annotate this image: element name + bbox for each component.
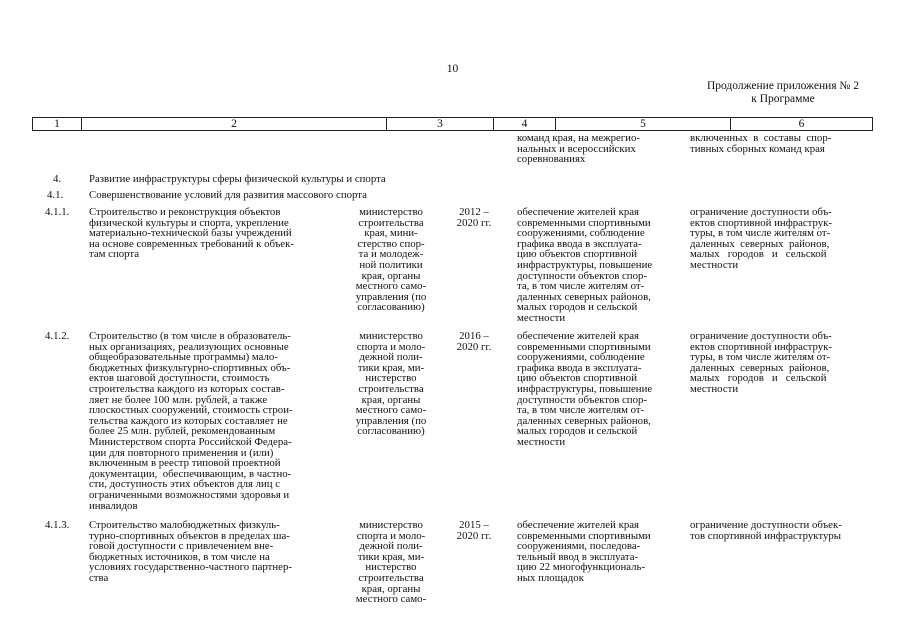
- row-expected-result: обеспечение жителей края современными спортивными сооружениями, соблюдение графика ввода в эксплуата- цию объектов спортивной инфраструктуры, повышение доступности объектов спор- та, в том числе жителям от- даленных северных районов, малых городов и сельской местности: [517, 206, 653, 324]
- header-col-6: 6: [730, 117, 873, 131]
- row-executor: министерство строительства края, мини- стерство спор- та и молодеж- ной политики края, органы местного само- управления (по согласованию): [355, 206, 427, 314]
- header-col-2: 2: [81, 117, 386, 131]
- row-consequence: ограничение доступности объ- ектов спортивной инфраструк- туры, в том числе жителям от- даленных северных районов, малых городов и сельской местности: [690, 330, 833, 395]
- header-col-3: 3: [386, 117, 493, 131]
- header-col-4: 4: [493, 117, 555, 131]
- page-number: 10: [446, 63, 459, 75]
- continuation-line-2: к Программе: [751, 93, 815, 105]
- row-number: 4.1.2.: [45, 330, 70, 342]
- row-measure-name: Строительство малобюджетных физкуль- турно-спортивных объектов в пределах ша- говой доступности с привлечением вне- бюджетных источников, в том числе на условиях государственно-частного партнер- ства: [89, 519, 292, 584]
- carry-over-consequence: включенных в составы спор- тивных сборных команд края: [690, 132, 832, 155]
- subsection-number: 4.1.: [47, 189, 64, 201]
- row-number: 4.1.3.: [45, 519, 70, 531]
- row-period: 2015 – 2020 гг.: [456, 519, 492, 542]
- row-period: 2016 – 2020 гг.: [456, 330, 492, 353]
- row-expected-result: обеспечение жителей края современными спортивными сооружениями, соблюдение графика ввода в эксплуата- цию объектов спортивной инфраструктуры, повышение доступности объектов спор- та, в том числе жителям от- даленных северных районов, малых городов и сельской местности: [517, 330, 653, 448]
- carry-over-result: команд края, на межрегио- нальных и всероссийских соревнованиях: [517, 132, 640, 166]
- row-measure-name: Строительство (в том числе в образователь- ных организациях, реализующих основные общеобразовательные программы) мало- бюджетных физкультурно-спортивных объ- ектов шаговой доступности, стоимость строительства каждого из которых состав- ляет не более 100 млн. рублей, а также плоскостных сооружений, стоимость строи- тельства каждого из которых составляет не более 25 млн. рублей, рекомендованным Министерством спорта Российской Федера- ции для повторного применения и (или) включенным в реестр типовой проектной документации, обеспечивающим, в частно- сти, доступность этих объектов для лиц с ограниченными возможностями здоровья и инвалидов: [89, 330, 293, 512]
- row-period: 2012 – 2020 гг.: [456, 206, 492, 229]
- row-measure-name: Строительство и реконструкция объектов физической культуры и спорта, укрепление материально-технической базы учреждений на основе современных требований к объек- там спорта: [89, 206, 294, 261]
- section-number: 4.: [53, 173, 62, 185]
- row-expected-result: обеспечение жителей края современными спортивными сооружениями, последова- тельный ввод в эксплуата- цию 22 многофункциональ- ных площадок: [517, 519, 651, 584]
- continuation-note: [693, 80, 873, 106]
- row-executor: министерство спорта и моло- дежной поли- тики края, ми- нистерство строительства края, органы местного само- управления (по согласованию): [355, 330, 427, 438]
- header-col-5: 5: [555, 117, 730, 131]
- continuation-line-1: Продолжение приложения № 2: [706, 80, 860, 92]
- section-title: Развитие инфраструктуры сферы физической культуры и спорта: [89, 173, 386, 185]
- row-consequence: ограничение доступности объ- ектов спортивной инфраструк- туры, в том числе жителям от- даленных северных районов, малых городов и сельской местности: [690, 206, 833, 271]
- table-header: [32, 117, 873, 131]
- row-executor: министерство спорта и моло- дежной поли- тики края, ми- нистерство строительства края, органы местного само-: [355, 519, 427, 606]
- row-number: 4.1.1.: [45, 206, 70, 218]
- subsection-title: Совершенствование условий для развития массового спорта: [89, 189, 367, 201]
- header-col-1: 1: [32, 117, 81, 131]
- row-consequence: ограничение доступности объек- тов спортивной инфраструктуры: [690, 519, 842, 542]
